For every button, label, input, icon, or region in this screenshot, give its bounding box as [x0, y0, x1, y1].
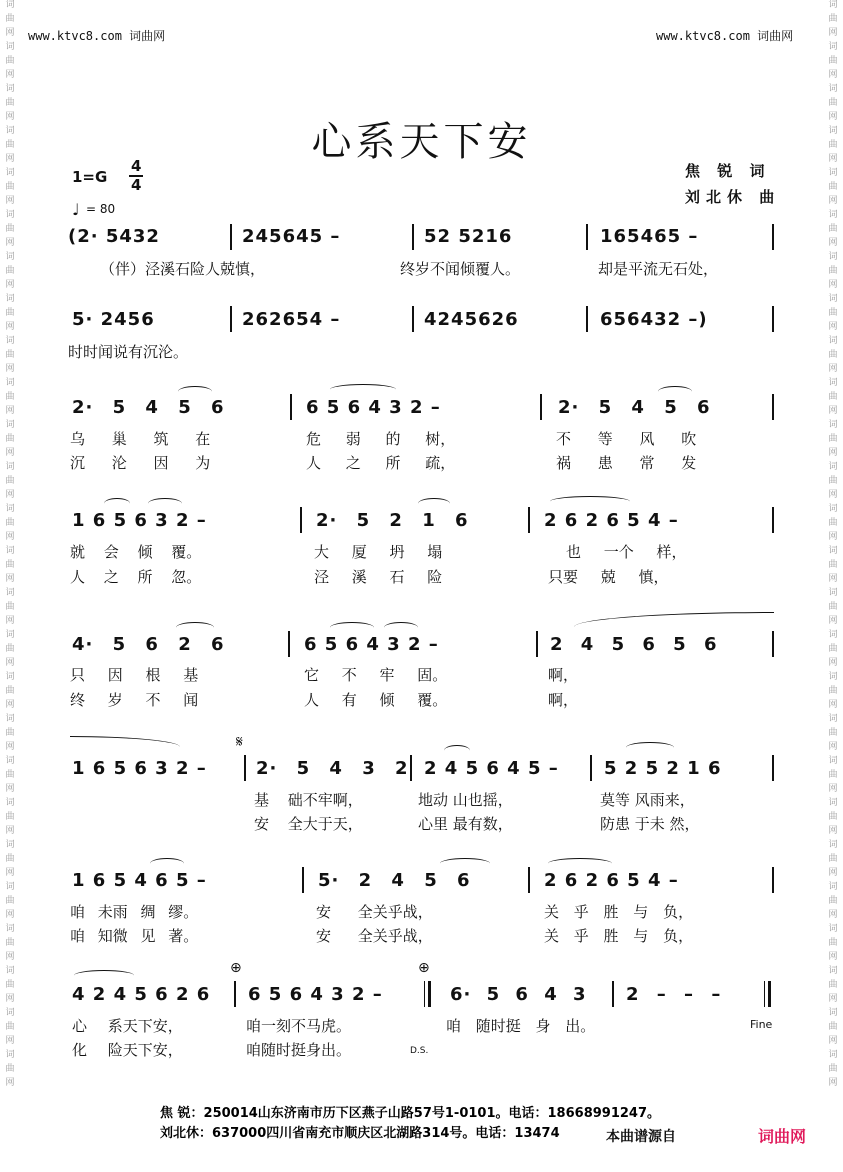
slur [658, 386, 692, 397]
row4-lyric1-b: 大 厦 坍 塌 [314, 543, 443, 561]
barline [412, 306, 414, 332]
watermark-glyph: 曲 [828, 14, 838, 24]
watermark-glyph: 词 [828, 882, 838, 892]
watermark-glyph: 曲 [828, 350, 838, 360]
watermark-glyph: 网 [828, 658, 838, 668]
watermark-glyph: 词 [5, 546, 15, 556]
watermark-glyph: 网 [828, 196, 838, 206]
watermark-glyph: 曲 [5, 686, 15, 696]
row8-measure2: 6 5 6 4 3 2 – [248, 984, 383, 1005]
watermark-glyph: 网 [5, 826, 15, 836]
watermark-glyph: 网 [828, 1036, 838, 1046]
watermark-glyph: 词 [828, 672, 838, 682]
watermark-glyph: 词 [828, 336, 838, 346]
watermark-glyph: 网 [828, 28, 838, 38]
watermark-glyph: 曲 [828, 434, 838, 444]
watermark-glyph: 词 [828, 630, 838, 640]
watermark-glyph: 曲 [828, 224, 838, 234]
watermark-glyph: 曲 [828, 1022, 838, 1032]
watermark-glyph: 词 [5, 672, 15, 682]
watermark-glyph: 网 [828, 322, 838, 332]
watermark-glyph: 网 [5, 868, 15, 878]
row4-lyric2-b: 泾 溪 石 险 [314, 568, 443, 586]
row7-lyric2-a: 咱 知微 见 著。 [70, 927, 199, 945]
watermark-glyph: 网 [828, 994, 838, 1004]
watermark-glyph: 网 [828, 448, 838, 458]
row2-measure3: 4245626 [424, 309, 519, 330]
row7-lyric1-a: 咱 未雨 绸 缪。 [70, 903, 199, 921]
watermark-glyph: 词 [5, 924, 15, 934]
row5-lyric1-c: 啊， [548, 666, 579, 684]
row5-measure3: 2 4 5 6 5 6 [550, 634, 718, 655]
row4-lyric1-c: 也 一个 样， [566, 543, 687, 561]
watermark-glyph: 曲 [5, 1022, 15, 1032]
segno-icon: 𝄋 [236, 732, 243, 751]
row8-measure3: 6· 5 6 4 3 [450, 984, 587, 1005]
watermark-glyph: 网 [828, 1078, 838, 1088]
watermark-glyph: 曲 [5, 518, 15, 528]
watermark-glyph: 网 [5, 658, 15, 668]
song-title: 心系天下安 [311, 119, 532, 165]
barline [612, 981, 614, 1007]
row5-measure2: 6 5 6 4 3 2 – [304, 634, 439, 655]
row6-lyric2-c: 防患 于未 然， [600, 815, 700, 833]
watermark-glyph: 曲 [5, 308, 15, 318]
watermark-glyph: 网 [5, 700, 15, 710]
row2-lyric: 时时闻说有沉沦。 [68, 343, 189, 361]
footer-source-text: 本曲谱源自 [606, 1129, 676, 1145]
row8-lyric1-b: 咱一刻不马虎。 [246, 1017, 352, 1035]
slur [444, 745, 470, 756]
watermark-glyph: 网 [828, 616, 838, 626]
watermark-glyph: 网 [5, 112, 15, 122]
row6-measure1: 1 6 5 6 3 2 – [72, 758, 207, 779]
watermark-glyph: 曲 [5, 350, 15, 360]
watermark-glyph: 词 [5, 504, 15, 514]
watermark-glyph: 曲 [5, 224, 15, 234]
row1-measure1: (2· 5432 [68, 226, 160, 247]
row7-measure1: 1 6 5 4 6 5 – [72, 870, 207, 891]
watermark-glyph: 网 [5, 154, 15, 164]
watermark-glyph: 词 [828, 462, 838, 472]
barline [528, 507, 530, 533]
barline [410, 755, 412, 781]
footer-contact-composer: 刘北休：637000四川省南充市顺庆区北湖路314号。电话：13474 [160, 1126, 560, 1141]
barline [540, 394, 542, 420]
row7-measure3: 2 6 2 6 5 4 – [544, 870, 679, 891]
watermark-glyph: 网 [5, 910, 15, 920]
watermark-glyph: 网 [828, 406, 838, 416]
watermark-glyph: 曲 [5, 812, 15, 822]
right-watermark [826, 0, 840, 1172]
slur [550, 496, 630, 507]
barline [586, 306, 588, 332]
watermark-glyph: 网 [5, 1078, 15, 1088]
barline [234, 981, 236, 1007]
slur [74, 970, 134, 981]
row6-lyric1-a: 基 础不牢啊， [254, 791, 363, 809]
row6-lyric1-c: 莫等 风雨来， [600, 791, 695, 809]
watermark-glyph: 网 [828, 700, 838, 710]
watermark-glyph: 曲 [828, 770, 838, 780]
row8-lyric2-a: 化 险天下安， [72, 1041, 183, 1059]
row6-lyric2-a: 安 全大于天， [254, 815, 363, 833]
watermark-glyph: 网 [5, 574, 15, 584]
watermark-glyph: 词 [5, 756, 15, 766]
watermark-glyph: 曲 [5, 476, 15, 486]
row8-measure4: 2 – – – [626, 984, 722, 1005]
slur [626, 742, 674, 753]
watermark-glyph: 网 [5, 238, 15, 248]
watermark-glyph: 词 [828, 42, 838, 52]
watermark-glyph: 曲 [5, 140, 15, 150]
watermark-glyph: 曲 [5, 938, 15, 948]
row5-lyric2-b: 人 有 倾 覆。 [304, 691, 448, 709]
barline [230, 306, 232, 332]
row3-lyric1-b: 危 弱 的 树， [306, 430, 456, 448]
slur [330, 384, 396, 395]
watermark-glyph: 曲 [828, 392, 838, 402]
watermark-glyph: 曲 [828, 938, 838, 948]
row4-lyric1-a: 就 会 倾 覆。 [70, 543, 202, 561]
watermark-glyph: 网 [828, 532, 838, 542]
watermark-glyph: 曲 [5, 854, 15, 864]
barline [772, 394, 774, 420]
watermark-glyph: 网 [5, 448, 15, 458]
row2-measure2: 262654 – [242, 309, 341, 330]
watermark-glyph: 网 [828, 490, 838, 500]
coda-icon-2: ⊕ [418, 960, 430, 976]
site-url-right[interactable]: www.ktvc8.com 词曲网 [656, 29, 794, 43]
barline [230, 224, 232, 250]
footer-contact-lyricist: 焦 锐：250014山东济南市历下区燕子山路57号1-0101。电话：18668991247。 [160, 1106, 661, 1121]
row4-lyric2-c: 只要 兢 慎， [548, 568, 669, 586]
watermark-glyph: 词 [5, 42, 15, 52]
barline [536, 631, 538, 657]
row3-lyric2-b: 人 之 所 疏， [306, 454, 456, 472]
watermark-glyph: 词 [828, 378, 838, 388]
slur [178, 386, 212, 397]
watermark-glyph: 曲 [5, 98, 15, 108]
watermark-glyph: 词 [828, 588, 838, 598]
row1-measure4: 165465 – [600, 226, 699, 247]
watermark-glyph: 词 [828, 714, 838, 724]
row4-measure1: 1 6 5 6 3 2 – [72, 510, 207, 531]
watermark-glyph: 曲 [5, 644, 15, 654]
watermark-glyph: 词 [5, 630, 15, 640]
barline [590, 755, 592, 781]
row6-measure4: 5 2 5 2 1 6 [604, 758, 722, 779]
row5-lyric1-a: 只 因 根 基 [70, 666, 199, 684]
slur [384, 622, 418, 633]
watermark-glyph: 曲 [828, 854, 838, 864]
watermark-glyph: 词 [5, 420, 15, 430]
slur [70, 736, 180, 747]
watermark-glyph: 曲 [828, 266, 838, 276]
watermark-glyph: 词 [828, 840, 838, 850]
time-signature-top: 4 [131, 157, 142, 175]
row6-lyric1-b: 地动 山也摇， [418, 791, 513, 809]
slur [440, 858, 490, 869]
watermark-glyph: 词 [5, 714, 15, 724]
row3-measure2: 6 5 6 4 3 2 – [306, 397, 441, 418]
watermark-glyph: 曲 [828, 1064, 838, 1074]
site-url-left[interactable]: www.ktvc8.com 词曲网 [28, 29, 166, 43]
row1-lyric-b: 终岁不闻倾覆人。 [400, 260, 521, 278]
row7-lyric1-b: 安 全关乎战， [316, 903, 433, 921]
row7-lyric2-c: 关 乎 胜 与 负， [544, 927, 694, 945]
watermark-glyph: 词 [5, 210, 15, 220]
watermark-glyph: 曲 [828, 140, 838, 150]
watermark-glyph: 网 [828, 364, 838, 374]
row6-lyric2-b: 心里 最有数， [418, 815, 513, 833]
barline [586, 224, 588, 250]
watermark-glyph: 词 [5, 168, 15, 178]
row5-lyric2-c: 啊， [548, 691, 579, 709]
watermark-glyph: 曲 [5, 14, 15, 24]
watermark-glyph: 网 [5, 994, 15, 1004]
barline-double-thin [424, 981, 425, 1007]
watermark-glyph: 词 [828, 252, 838, 262]
barline [290, 394, 292, 420]
row8-measure1: 4 2 4 5 6 2 6 [72, 984, 211, 1005]
watermark-glyph: 曲 [828, 518, 838, 528]
row1-lyric-a: （伴）泾溪石险人兢慎， [100, 260, 266, 278]
row5-lyric1-b: 它 不 牢 固。 [304, 666, 448, 684]
barline [302, 867, 304, 893]
watermark-glyph: 词 [5, 0, 15, 10]
watermark-glyph: 曲 [828, 308, 838, 318]
barline [528, 867, 530, 893]
left-watermark [3, 0, 17, 1172]
watermark-glyph: 词 [5, 252, 15, 262]
watermark-glyph: 曲 [828, 896, 838, 906]
watermark-glyph: 网 [5, 70, 15, 80]
tempo: = 80 [86, 202, 116, 216]
row6-measure2: 2· 5 4 3 2 [256, 758, 409, 779]
row4-measure3: 2 6 2 6 5 4 – [544, 510, 679, 531]
watermark-glyph: 曲 [828, 476, 838, 486]
watermark-glyph: 曲 [5, 434, 15, 444]
final-barline-thin [764, 981, 765, 1007]
row1-lyric-c: 却是平流无石处， [598, 260, 719, 278]
barline [412, 224, 414, 250]
row5-lyric2-a: 终 岁 不 闻 [70, 691, 199, 709]
watermark-glyph: 词 [5, 1008, 15, 1018]
barline [244, 755, 246, 781]
row7-lyric2-b: 安 全关乎战， [316, 927, 433, 945]
watermark-glyph: 词 [5, 84, 15, 94]
watermark-glyph: 词 [5, 126, 15, 136]
key-signature: 1=G [72, 168, 108, 186]
watermark-glyph: 词 [828, 924, 838, 934]
watermark-glyph: 词 [5, 336, 15, 346]
watermark-glyph: 词 [828, 294, 838, 304]
watermark-glyph: 网 [5, 406, 15, 416]
watermark-glyph: 曲 [5, 392, 15, 402]
row5-measure1: 4· 5 6 2 6 [72, 634, 225, 655]
row8-lyric1-a: 心 系天下安， [72, 1017, 183, 1035]
footer-brand-logo[interactable]: 词曲网 [758, 1127, 807, 1146]
watermark-glyph: 网 [828, 238, 838, 248]
watermark-glyph: 网 [5, 616, 15, 626]
watermark-glyph: 网 [5, 742, 15, 752]
watermark-glyph: 词 [5, 462, 15, 472]
watermark-glyph: 网 [5, 196, 15, 206]
watermark-glyph: 网 [828, 280, 838, 290]
watermark-glyph: 网 [5, 364, 15, 374]
row3-lyric2-c: 祸 患 常 发 [556, 454, 697, 472]
watermark-glyph: 曲 [5, 602, 15, 612]
watermark-glyph: 曲 [5, 980, 15, 990]
watermark-glyph: 曲 [5, 560, 15, 570]
quarter-note-icon: ♩ [72, 200, 80, 219]
watermark-glyph: 词 [5, 882, 15, 892]
row2-measure4: 656432 –) [600, 309, 708, 330]
slur [574, 612, 774, 627]
watermark-glyph: 曲 [5, 56, 15, 66]
watermark-glyph: 网 [828, 784, 838, 794]
watermark-glyph: 网 [5, 322, 15, 332]
watermark-glyph: 词 [5, 378, 15, 388]
watermark-glyph: 词 [828, 798, 838, 808]
row4-measure2: 2· 5 2 1 6 [316, 510, 469, 531]
watermark-glyph: 曲 [828, 686, 838, 696]
watermark-glyph: 网 [828, 70, 838, 80]
watermark-glyph: 词 [5, 588, 15, 598]
watermark-glyph: 词 [5, 798, 15, 808]
watermark-glyph: 词 [828, 756, 838, 766]
watermark-glyph: 词 [828, 966, 838, 976]
fine-mark: Fine [750, 1018, 773, 1031]
barline [772, 507, 774, 533]
row3-measure3: 2· 5 4 5 6 [558, 397, 711, 418]
watermark-glyph: 网 [828, 154, 838, 164]
watermark-glyph: 网 [828, 112, 838, 122]
row3-lyric1-c: 不 等 风 吹 [556, 430, 697, 448]
watermark-glyph: 曲 [828, 98, 838, 108]
coda-icon: ⊕ [230, 960, 242, 976]
watermark-glyph: 网 [828, 910, 838, 920]
watermark-glyph: 曲 [828, 728, 838, 738]
watermark-glyph: 网 [828, 574, 838, 584]
composer: 刘北休 曲 [685, 188, 781, 206]
row3-measure1: 2· 5 4 5 6 [72, 397, 225, 418]
slur [548, 858, 612, 869]
watermark-glyph: 网 [5, 280, 15, 290]
barline [772, 306, 774, 332]
barline-double-thick [428, 981, 431, 1007]
watermark-glyph: 词 [828, 1050, 838, 1060]
watermark-glyph: 词 [828, 84, 838, 94]
watermark-glyph: 曲 [828, 644, 838, 654]
watermark-glyph: 词 [828, 210, 838, 220]
watermark-glyph: 词 [828, 504, 838, 514]
watermark-glyph: 曲 [828, 182, 838, 192]
watermark-glyph: 词 [828, 1008, 838, 1018]
watermark-glyph: 曲 [5, 728, 15, 738]
row1-measure3: 52 5216 [424, 226, 513, 247]
row7-measure2: 5· 2 4 5 6 [318, 870, 471, 891]
row8-lyric1-c: 咱 随时挺 身 出。 [446, 1017, 596, 1035]
watermark-glyph: 词 [828, 420, 838, 430]
watermark-glyph: 网 [828, 742, 838, 752]
watermark-glyph: 曲 [5, 182, 15, 192]
watermark-glyph: 网 [5, 532, 15, 542]
barline [288, 631, 290, 657]
watermark-glyph: 网 [5, 1036, 15, 1046]
watermark-glyph: 网 [5, 784, 15, 794]
barline [772, 224, 774, 250]
watermark-glyph: 网 [5, 952, 15, 962]
watermark-glyph: 曲 [828, 812, 838, 822]
row8-lyric2-b: 咱随时挺身出。 [246, 1041, 352, 1059]
final-barline-thick [768, 981, 771, 1007]
watermark-glyph: 网 [828, 952, 838, 962]
ds-mark: D.S. [410, 1046, 429, 1056]
watermark-glyph: 词 [828, 168, 838, 178]
row3-lyric2-a: 沉 沦 因 为 [70, 454, 211, 472]
time-signature-bottom: 4 [131, 176, 142, 194]
barline [772, 631, 774, 657]
watermark-glyph: 曲 [5, 770, 15, 780]
watermark-glyph: 曲 [828, 56, 838, 66]
watermark-glyph: 词 [5, 1050, 15, 1060]
slur [330, 622, 374, 633]
slur [418, 498, 450, 509]
barline [772, 755, 774, 781]
watermark-glyph: 词 [5, 840, 15, 850]
watermark-glyph: 网 [828, 826, 838, 836]
row2-measure1: 5· 2456 [72, 309, 155, 330]
lyricist: 焦 锐 词 [685, 162, 771, 180]
watermark-glyph: 网 [5, 28, 15, 38]
row7-lyric1-c: 关 乎 胜 与 负， [544, 903, 694, 921]
watermark-glyph: 词 [828, 126, 838, 136]
slur [150, 858, 184, 869]
slur [104, 498, 130, 509]
watermark-glyph: 网 [828, 868, 838, 878]
barline [300, 507, 302, 533]
watermark-glyph: 曲 [828, 980, 838, 990]
barline [772, 867, 774, 893]
watermark-glyph: 词 [5, 294, 15, 304]
slur [176, 622, 214, 633]
watermark-glyph: 词 [5, 966, 15, 976]
row6-measure3: 2 4 5 6 4 5 – [424, 758, 559, 779]
slur [148, 498, 182, 509]
row4-lyric2-a: 人 之 所 忽。 [70, 568, 202, 586]
watermark-glyph: 曲 [828, 602, 838, 612]
watermark-glyph: 曲 [5, 266, 15, 276]
watermark-glyph: 曲 [5, 896, 15, 906]
watermark-glyph: 曲 [828, 560, 838, 570]
watermark-glyph: 网 [5, 490, 15, 500]
watermark-glyph: 词 [828, 0, 838, 10]
row3-lyric1-a: 乌 巢 筑 在 [70, 430, 211, 448]
row1-measure2: 245645 – [242, 226, 341, 247]
watermark-glyph: 词 [828, 546, 838, 556]
watermark-glyph: 曲 [5, 1064, 15, 1074]
